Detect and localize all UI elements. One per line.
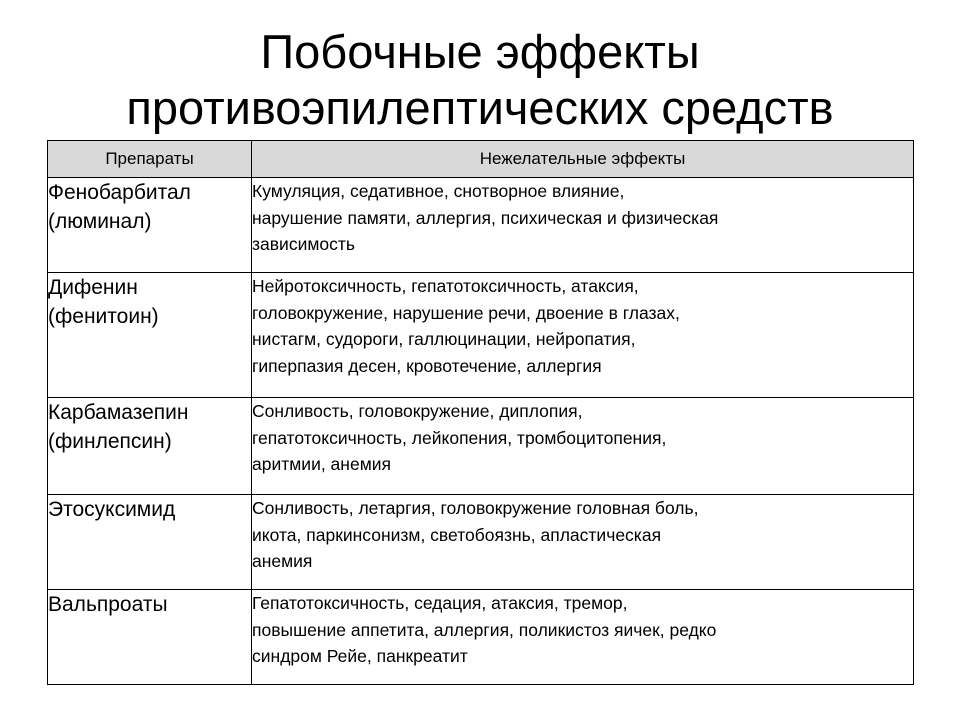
table-header-row (48, 141, 914, 178)
drug-cell (48, 495, 252, 590)
effects-cell (252, 495, 914, 590)
effects-line: Сонливость, головокружение, диплопия, (252, 401, 583, 421)
effects-line: гиперпазия десен, кровотечение, аллергия (252, 355, 602, 376)
slide-title (0, 24, 960, 136)
drug-alias: (фенитоин) (48, 305, 159, 328)
drug-cell (48, 590, 252, 685)
effects-line: гепатотоксичность, лейкопения, тромбоцитопения, (252, 427, 667, 448)
effects-line: зависимость (252, 234, 356, 254)
effects-line: нарушение памяти, аллергия, психическая и физическая (252, 207, 719, 228)
drug-name: Дифенин (48, 276, 138, 299)
effects-line: синдром Рейе, панкреатит (252, 646, 468, 666)
effects-cell (252, 178, 914, 273)
drug-name: Карбамазепин (48, 401, 189, 424)
table-row-difenin (48, 273, 914, 398)
drug-name: Фенобарбитал (48, 181, 191, 204)
side-effects-table (47, 140, 914, 685)
effects-line: аритмии, анемия (252, 454, 391, 474)
effects-line: Кумуляция, седативное, снотворное влияние, (252, 181, 625, 201)
header-drugs: Препараты (48, 141, 252, 178)
effects-cell (252, 590, 914, 685)
effects-cell (252, 398, 914, 495)
drug-cell (48, 178, 252, 273)
effects-line: Гепатотоксичность, седация, атаксия, тремор, (252, 593, 628, 613)
header-effects: Нежелательные эффекты (252, 141, 914, 178)
drug-cell (48, 273, 252, 398)
effects-line: головокружение, нарушение речи, двоение в глазах, (252, 302, 680, 323)
effects-line: анемия (252, 551, 313, 571)
table-row-valproates (48, 590, 914, 685)
table-row-ethosuximide (48, 495, 914, 590)
slide-title-line-1: Побочные эффекты (260, 25, 700, 78)
effects-line: повышение аппетита, аллергия, поликистоз яичек, редко (252, 619, 717, 640)
table-row-phenobarbital (48, 178, 914, 273)
table-row-carbamazepine (48, 398, 914, 495)
effects-line: икота, паркинсонизм, светобоязнь, апластическая (252, 524, 662, 545)
drug-alias: (люминал) (48, 210, 152, 233)
slide-title-line-2: противоэпилептических средств (126, 81, 834, 134)
effects-line: Нейротоксичность, гепатотоксичность, атаксия, (252, 276, 639, 296)
drug-cell (48, 398, 252, 495)
drug-name: Вальпроаты (48, 593, 168, 616)
drug-alias: (финлепсин) (48, 430, 172, 453)
effects-line: Сонливость, летаргия, головокружение головная боль, (252, 498, 699, 518)
drug-name: Этосуксимид (48, 498, 176, 521)
effects-cell (252, 273, 914, 398)
effects-line: нистагм, судороги, галлюцинации, нейропатия, (252, 329, 636, 349)
